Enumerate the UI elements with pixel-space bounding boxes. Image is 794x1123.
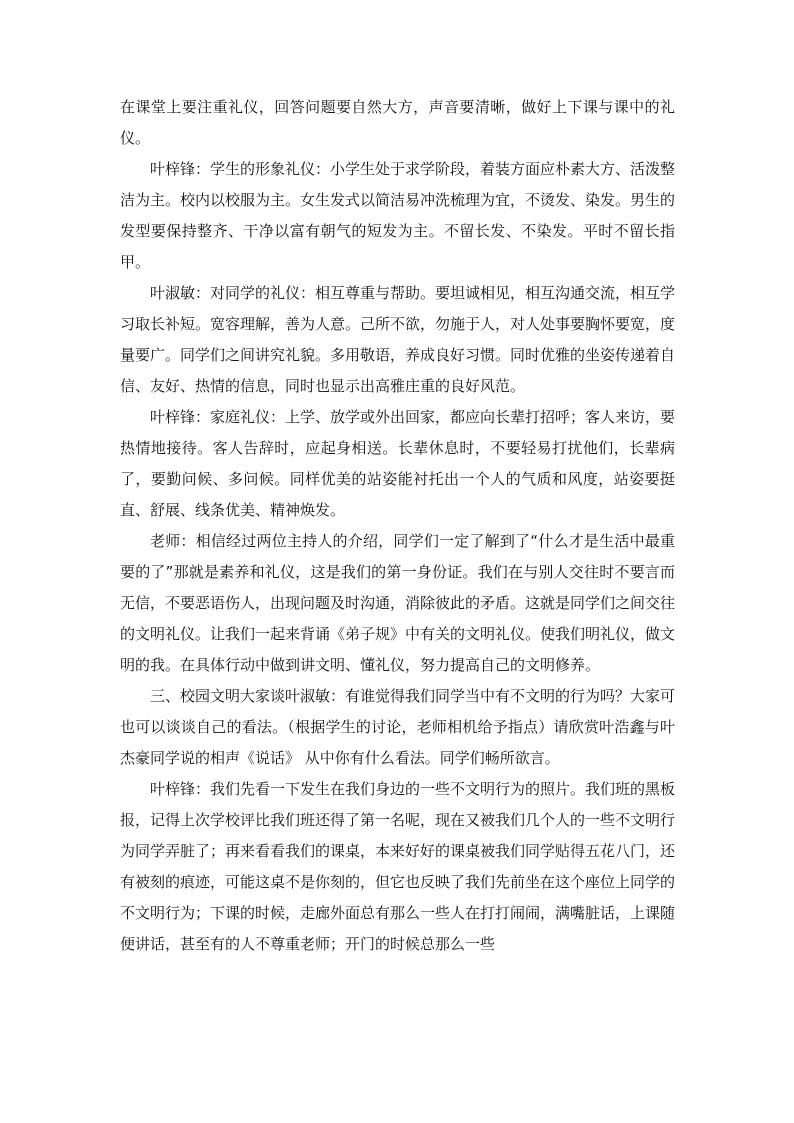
document-body [120, 92, 675, 960]
paragraph-classmate-etiquette: 叶淑敏：对同学的礼仪：相互尊重与帮助。要坦诚相见，相互沟通交流，相互学习取长补短。宽容理解，善为人意。己所不欲，勿施于人，对人处事要胸怀要宽，度量要广。同学们之间讲究礼貌。多用敬语，养成良好习惯。同时优雅的坐姿传递着自信、友好、热情的信息，同时也显示出高雅庄重的良好风范。 [120, 284, 676, 395]
paragraph-campus-civility-discussion: 三、校园文明大家谈叶淑敏：有谁觉得我们同学当中有不文明的行为吗？大家可也可以谈谈自己的看法。（根据学生的讨论，老师相机给予指点）请欣赏叶浩鑫与叶杰豪同学说的相声《说话》 从中你有什么看法。同学们畅所欲言。 [120, 687, 676, 767]
paragraph-classroom-etiquette-continued: 在课堂上要注重礼仪，回答问题要自然大方，声音要清晰，做好上下课与课中的礼仪。 [120, 98, 675, 147]
paragraph-family-etiquette: 叶梓锋：家庭礼仪：上学、放学或外出回家，都应向长辈打招呼；客人来访，要热情地接待。客人告辞时，应起身相送。长辈休息时，不要轻易打扰他们，长辈病了，要勤问候、多问候。同样优美的站姿能衬托出一个人的气质和风度，站姿要挺直、舒展、线条优美、精神焕发。 [120, 408, 676, 519]
paragraph-teacher-summary: 老师：相信经过两位主持人的介绍，同学们一定了解到了“什么才是生活中最重要的了”那就是素养和礼仪，这是我们的第一身份证。我们在与别人交往时不要言而无信，不要恶语伤人，出现问题及时沟通，消除彼此的矛盾。这就是同学们之间交往的文明礼仪。让我们一起来背诵《弟子规》中有关的文明礼仪。使我们明礼仪，做文明的我。在具体行动中做到讲文明、懂礼仪，努力提高自己的文明修养。 [120, 532, 676, 674]
paragraph-student-image-etiquette: 叶梓锋：学生的形象礼仪：小学生处于求学阶段，着装方面应朴素大方、活泼整洁为主。校内以校服为主。女生发式以简洁易冲洗梳理为宜，不烫发、染发。男生的发型要保持整齐、干净以富有朝气的短发为主。不留长发、不染发。平时不留长指甲。 [120, 160, 676, 271]
paragraph-uncivil-behavior-photos: 叶梓锋：我们先看一下发生在我们身边的一些不文明行为的照片。我们班的黑板报，记得上次学校评比我们班还得了第一名呢，现在又被我们几个人的一些不文明行为同学弄脏了；再来看看我们的课桌，本来好好的课桌被我们同学贴得五花八门，还有被刻的痕迹，可能这桌不是你刻的，但它也反映了我们先前坐在这个座位上同学的不文明行为；下课的时候，走廊外面总有那么一些人在打打闹闹，满嘴脏话，上课随便讲话，甚至有的人不尊重老师；开门的时候总那么一些 [120, 780, 676, 953]
